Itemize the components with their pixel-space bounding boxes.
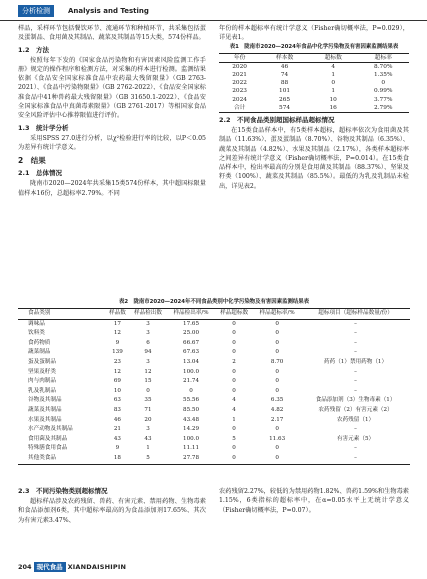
table-cell: 1 bbox=[331, 72, 336, 79]
left-column bbox=[18, 24, 206, 198]
table-cell: 21.74 bbox=[183, 378, 200, 385]
table-cell: 12 bbox=[113, 330, 121, 337]
page-header bbox=[0, 0, 427, 21]
table2-header: 样品超标数 bbox=[220, 310, 249, 317]
table1-caption: 表1 陇南市2020—2024年食品中化学污染物及有害因素监测结果表 bbox=[229, 43, 399, 50]
section-title-en: Analysis and Testing bbox=[68, 7, 149, 15]
table-cell: 25.00 bbox=[183, 330, 200, 337]
table-row bbox=[18, 358, 410, 368]
table-row bbox=[18, 319, 410, 329]
heading-2-1: 2.1 总体情况 bbox=[18, 169, 63, 178]
table-cell: 0 bbox=[232, 445, 236, 452]
table-row bbox=[219, 71, 409, 79]
table-cell: – bbox=[354, 368, 357, 375]
table2-body bbox=[18, 319, 410, 464]
table-cell: 1 bbox=[232, 416, 236, 423]
table-cell: 0 bbox=[232, 320, 236, 327]
table-cell: 4 bbox=[232, 397, 236, 404]
table-cell: 调味品 bbox=[28, 320, 45, 327]
table-cell: – bbox=[354, 378, 357, 385]
table-cell: 101 bbox=[279, 88, 291, 95]
table-cell: 蔬菜制品 bbox=[28, 349, 51, 356]
table-cell: 0 bbox=[189, 387, 193, 394]
table-row bbox=[18, 339, 410, 349]
table-cell: 2024 bbox=[232, 96, 247, 103]
table-cell: 12 bbox=[144, 368, 152, 375]
page-number: 204 bbox=[18, 563, 32, 571]
table-cell: 0 bbox=[275, 368, 279, 375]
table-cell: 饮料类 bbox=[28, 330, 45, 337]
table2-header: 样品检出数 bbox=[133, 310, 162, 317]
table-cell: 0 bbox=[275, 454, 279, 461]
table-cell: – bbox=[354, 426, 357, 433]
table-cell: 0 bbox=[275, 387, 279, 394]
table-cell: 肉与肉制品 bbox=[28, 378, 56, 385]
table-row bbox=[18, 377, 410, 387]
table-cell: 139 bbox=[112, 349, 123, 356]
table-row bbox=[18, 396, 410, 406]
paragraph-category-results: 在15类食品样本中，有5类样本超标，超标率依次为食用菌及其制品（11.63%）、蛋及蛋制品（8.70%）、谷物及其制品（6.35%）、蔬菜及其制品（4.82%）、水果及其制品（2.17%），各类样本超标率之间差异有统计学意义（Fisher确切概率法，P=0.014）。在15类食品样本中，检出率最高的分别是食用菌及其制品（88.37%）、坚果及籽类（100%）、蔬菜及其制品（85.5%）。最低的为乳及乳制品未检出，详见表2。 bbox=[219, 126, 409, 190]
table-cell: 9 bbox=[115, 445, 120, 452]
table1-header: 超标率 bbox=[374, 54, 392, 61]
paragraph-pollutant-right: 农药残留2.27%，较低的为禁用药物1.82%、兽药1.59%和生物毒素1.15%，6类指标的超标率中，在α=0.05水平上无统计学意义（Fisher确切概率法，P=0.07）。 bbox=[219, 488, 409, 514]
paragraph-statistics: 采用SPSS 27.0进行分析，以χ²检验进行率的比较，以P＜0.05为差异有统计学意义。 bbox=[18, 134, 206, 151]
table-cell: 水果及其制品 bbox=[28, 416, 62, 423]
table-cell: 43 bbox=[113, 435, 121, 442]
table-cell: 66.67 bbox=[183, 339, 200, 346]
table2-header: 样品数 bbox=[109, 310, 126, 317]
table-cell: 食品添加剂（3）生物毒素（1） bbox=[315, 397, 396, 404]
heading-2: 2 结果 bbox=[18, 156, 46, 166]
table2-header: 样品超标率/% bbox=[259, 310, 295, 317]
table-cell: 10 bbox=[329, 96, 337, 103]
table-cell: 0 bbox=[331, 80, 336, 87]
table-cell: 83 bbox=[113, 406, 121, 413]
table-cell: 23 bbox=[113, 359, 121, 366]
table-cell: – bbox=[354, 454, 357, 461]
table-cell: 蔬菜及其制品 bbox=[28, 406, 62, 413]
paragraph-method: 按照每年下发的《国家食品污染物和有害因素风险监测工作手册》规定的操作程序和检测方法，对采集的样本进行检测。监测结果依据《食品安全国家标准食品中农药最大残留限量》（GB 2763-2021）、《食品中污染物限量》（GB 2762-2022）、《食品安全国家标准食品中41种兽药最大残留限量》（GB 31650.1-2022）、《食品安全国家标准食品中真菌毒素限量》（GB 2761-2017）等相国家食品安全风险评估中心推荐限值进行评价。 bbox=[18, 56, 206, 120]
table-cell: 2 bbox=[232, 359, 236, 366]
table-cell: 69 bbox=[113, 378, 121, 385]
table-cell: 水产动物及其制品 bbox=[28, 426, 73, 433]
table-cell: 0 bbox=[232, 339, 236, 346]
table-cell: 17 bbox=[113, 320, 121, 327]
table-cell: 43 bbox=[144, 435, 152, 442]
table-cell: 0 bbox=[275, 339, 279, 346]
table-cell: 谷物及其制品 bbox=[28, 397, 62, 404]
page-footer bbox=[18, 562, 126, 572]
heading-1-2: 1.2 方法 bbox=[18, 45, 50, 54]
table-cell: 2020 bbox=[232, 63, 247, 70]
table-cell: 1.35% bbox=[374, 72, 393, 79]
bottom-left-column bbox=[18, 487, 206, 525]
table-row bbox=[219, 62, 409, 71]
paragraph-year-significance: 年份的样本超标率有统计学意义（Fisher确切概率法，P=0.029），详见表1。 bbox=[219, 25, 409, 42]
table-row bbox=[18, 454, 410, 464]
table-cell: 农药残留（2）有害元素（2） bbox=[318, 406, 393, 413]
table-cell: 16 bbox=[329, 104, 337, 111]
table1 bbox=[219, 53, 409, 113]
journal-pinyin: XIANDAISHIPIN bbox=[67, 563, 127, 571]
heading-2-3: 2.3 不同污染物类别超标情况 bbox=[18, 487, 108, 495]
table2 bbox=[18, 308, 410, 465]
table-cell: 35 bbox=[144, 397, 152, 404]
table-cell: 有害元素（5） bbox=[336, 435, 375, 442]
table-cell: 20 bbox=[144, 416, 152, 423]
table-cell: – bbox=[354, 387, 357, 394]
table-cell: – bbox=[354, 330, 357, 337]
table-cell: 46 bbox=[280, 63, 289, 70]
table-cell: 8.70% bbox=[374, 63, 393, 70]
table-cell: 3 bbox=[146, 320, 150, 327]
table2-header: 食品类别 bbox=[28, 310, 51, 317]
right-column bbox=[219, 24, 409, 191]
table-row bbox=[219, 104, 409, 113]
table-cell: – bbox=[354, 320, 357, 327]
table2-caption: 表2 陇南市2020—2024年不同食品类别中化学污染物及有害因素监测结果表 bbox=[118, 299, 310, 305]
table-row bbox=[18, 416, 410, 426]
table-cell: 2021 bbox=[232, 72, 247, 79]
table-cell: 14.29 bbox=[183, 426, 200, 433]
table-cell: 3.77% bbox=[374, 96, 393, 103]
table1-header: 年份 bbox=[233, 54, 246, 61]
paragraph-overall: 陇南市2020—2024年共采集15类574份样本，其中超国标限量值样本16份，总超标率2.79%。不同 bbox=[18, 180, 206, 197]
table1-header: 超标数 bbox=[324, 54, 342, 61]
table-row bbox=[18, 387, 410, 397]
table-cell: 17.65 bbox=[183, 320, 200, 327]
table-cell: 5 bbox=[146, 454, 150, 461]
table-cell: 0 bbox=[275, 426, 279, 433]
table-cell: – bbox=[354, 349, 357, 356]
table-cell: 2022 bbox=[232, 80, 247, 87]
table2-header: 超标项目（超标样品数量/份） bbox=[318, 310, 393, 317]
table2-header-row bbox=[18, 309, 410, 320]
table-cell: 2.17 bbox=[270, 416, 284, 423]
table-cell: 0 bbox=[232, 387, 236, 394]
table-cell: 3 bbox=[146, 359, 150, 366]
table1-header-row bbox=[219, 53, 409, 62]
table-cell: 合计 bbox=[233, 104, 246, 111]
table-cell: 74 bbox=[280, 72, 289, 79]
table-cell: 11.11 bbox=[183, 445, 200, 452]
table-cell: 27.78 bbox=[183, 454, 200, 461]
table-cell: 0 bbox=[232, 426, 236, 433]
heading-2-2: 2.2 不同食品类别超国标样品超标情况 bbox=[219, 115, 335, 124]
table-cell: 0 bbox=[232, 454, 236, 461]
journal-name: 现代食品 bbox=[34, 562, 66, 572]
table-cell: 21 bbox=[113, 426, 121, 433]
paragraph-pollutant-left: 超标样品涉及农药残留、兽药、有害元素、禁用药物、生物毒素和食品添加剂6类，其中超标率最高的为食品添加剂17.65%、其次为有害元素3.47%、 bbox=[18, 498, 206, 524]
table-cell: 坚果及籽类 bbox=[28, 368, 56, 375]
table-cell: 4 bbox=[232, 406, 236, 413]
table-cell: 0 bbox=[381, 80, 386, 87]
table-cell: 67.63 bbox=[183, 349, 200, 356]
table-cell: 100.0 bbox=[183, 435, 200, 442]
table-cell: 0 bbox=[232, 378, 236, 385]
table-cell: 0 bbox=[232, 330, 236, 337]
table-row bbox=[18, 406, 410, 416]
table-cell: 0 bbox=[146, 387, 150, 394]
table-cell: 6 bbox=[146, 339, 150, 346]
table-cell: 88 bbox=[280, 80, 289, 87]
table-cell: 3 bbox=[146, 426, 150, 433]
table-row bbox=[18, 435, 410, 445]
table-cell: 10 bbox=[113, 387, 121, 394]
table-row bbox=[219, 87, 409, 95]
table-cell: 63 bbox=[113, 397, 121, 404]
table-cell: 46 bbox=[113, 416, 121, 423]
table-cell: 71 bbox=[144, 406, 152, 413]
table-cell: 特殊膳食用食品 bbox=[28, 445, 68, 452]
table2-header: 样品检出率/% bbox=[173, 310, 209, 317]
table-cell: 农药残留（1） bbox=[336, 416, 375, 423]
paragraph-samples: 样品，采样环节包括餐饮环节、流通环节和种植环节，共采集包括蛋及蛋制品、食用菌及其制品、蔬菜及其制品等15大类，574份样品。 bbox=[18, 25, 206, 42]
table-row bbox=[18, 368, 410, 378]
table-cell: 15 bbox=[144, 378, 152, 385]
table-cell: 4 bbox=[331, 63, 336, 70]
table-cell: 4.82 bbox=[270, 406, 284, 413]
table-cell: 265 bbox=[279, 96, 291, 103]
table1-header: 样本数 bbox=[275, 54, 294, 61]
table-cell: 乳及乳制品 bbox=[28, 387, 56, 394]
table-row bbox=[18, 329, 410, 339]
table-cell: 0 bbox=[275, 349, 279, 356]
table-cell: 0 bbox=[275, 445, 279, 452]
table-cell: 5 bbox=[232, 435, 236, 442]
heading-1-3: 1.3 统计学分析 bbox=[18, 123, 69, 132]
table-cell: 0 bbox=[275, 378, 279, 385]
table-cell: 2.79% bbox=[374, 104, 393, 111]
table-row bbox=[219, 79, 409, 87]
table-cell: 6.35 bbox=[270, 397, 284, 404]
table-row bbox=[18, 425, 410, 435]
table-cell: 574 bbox=[279, 104, 291, 111]
table-cell: 55.56 bbox=[183, 397, 200, 404]
table-cell: 1 bbox=[331, 88, 336, 95]
table-cell: 其他类食品 bbox=[28, 454, 56, 461]
table-cell: 9 bbox=[115, 339, 120, 346]
table-cell: 食药物质 bbox=[28, 339, 51, 346]
table-row bbox=[219, 96, 409, 104]
table-cell: 13.04 bbox=[183, 359, 200, 366]
table-cell: 94 bbox=[144, 349, 152, 356]
table-cell: 1 bbox=[146, 445, 150, 452]
table-cell: – bbox=[354, 339, 357, 346]
table-row bbox=[18, 444, 410, 454]
table-cell: 2023 bbox=[232, 88, 247, 95]
bottom-right-column bbox=[219, 487, 409, 515]
table-cell: 食用菌及其制品 bbox=[28, 435, 68, 442]
table-cell: 蛋及蛋制品 bbox=[28, 359, 56, 366]
table-cell: 100.0 bbox=[183, 368, 200, 375]
table-cell: 0.99% bbox=[374, 88, 393, 95]
table-cell: 8.70 bbox=[270, 359, 284, 366]
section-tag: 分析检测 bbox=[18, 5, 54, 17]
table-cell: 11.63 bbox=[269, 435, 286, 442]
table-cell: 3 bbox=[146, 330, 150, 337]
table-cell: 0 bbox=[275, 320, 279, 327]
table-cell: 43.48 bbox=[183, 416, 200, 423]
table-cell: 0 bbox=[275, 330, 279, 337]
table-cell: 85.50 bbox=[183, 406, 200, 413]
table-row bbox=[18, 348, 410, 358]
table-cell: 药药（1）禁用药物（1） bbox=[324, 359, 388, 366]
table-cell: – bbox=[354, 445, 357, 452]
table-cell: 0 bbox=[232, 349, 236, 356]
table-cell: 0 bbox=[232, 368, 236, 375]
table-cell: 18 bbox=[113, 454, 121, 461]
table-cell: 12 bbox=[113, 368, 121, 375]
table2-block bbox=[18, 298, 410, 465]
